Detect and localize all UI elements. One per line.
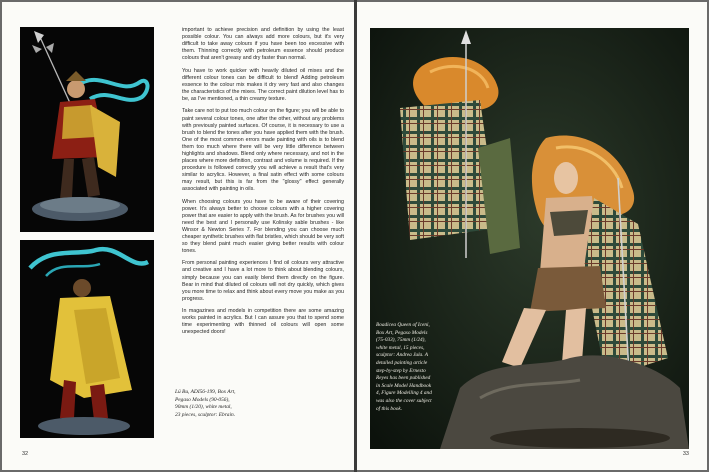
article-paragraph: Take care not to put too much colour on the figure; you will be able to paint several colour tones, one after the other, without any problems with previously painted surfaces. Of course, it is necessary to use a brush to blend the tones after you have applied them with the brush. One of the most common errors made painting with oils is to blend them too much where there will be very little difference between highlights and shadows. Blend only where necessary, and not in the places where more definition, contrast and volume is required. If the procedure is followed correctly you will achieve a result that's very similar to acrylics. However, a final satin effect with some colours may result, but this is far from the "glossy" effect generally associated with painting in oils. — [182, 108, 344, 192]
caption-line: step-by-step by Ernesto — [376, 367, 426, 374]
caption-line: white metal, 15 pieces, — [376, 344, 425, 351]
caption-line: detailed painting article — [376, 359, 428, 366]
caption-line: Reyes has been published — [376, 375, 431, 382]
article-paragraph: important to achieve precision and definition by using the least possible colour. You can always add more colours, but it's very difficult to take away colours if you have been too excessive with them. Thinning correctly with petroleum essence should produce colours that aren't greasy and dry faster than normal. — [182, 27, 344, 62]
caption-line: (75-033), 75mm (1/24), — [376, 337, 426, 344]
caption-line: 4, Figure Modelling 4 and — [376, 390, 432, 397]
article-paragraph: In magazines and models in competition there are some amazing works painted in acrylics. But I can assure you that to spend some time experimenting with thinned oil colours will open some unexpected doors! — [182, 308, 344, 336]
article-paragraph: When choosing colours you have to be aware of their covering power. It's always better to choose colours with a higher covering power that are easier to apply with the brush. As for brushes you will need the best and I personally use Kolinsky sable brushes - like Winsor & Newton Series 7. For blending you can choose much cheaper synthetic brushes with flat bristles, which should be very soft so they blend paint much easier giving better results with colour tones. — [182, 198, 344, 254]
caption-line: Boadicea Queen of Iceni, — [376, 322, 430, 328]
warrior-front-image — [20, 27, 154, 232]
warrior-front-photo — [20, 27, 154, 232]
caption-line: was also the cover subject — [376, 397, 432, 404]
article-paragraph: From personal painting experiences I find oil colours very attractive and creative and I have a lot more to think about blending colours, simply because you can easily blend them directly on the figure. Bear in mind that diluted oil colours will not dry quickly, which gives you more time to relax and think about every move you make as you progress. — [182, 260, 344, 302]
caption-line: Pegaso Models (90-056), — [175, 396, 230, 403]
caption-line: Lü Bu, ADI56-199, Box Art, — [175, 389, 236, 395]
caption-line: sculptor: Andrea Jula. A — [376, 352, 428, 359]
article-body — [182, 27, 344, 342]
left-photo-caption — [175, 389, 265, 419]
page-number-right: 33 — [682, 451, 689, 457]
caption-line: 90mm (1/20), white metal, — [175, 404, 232, 411]
left-page — [2, 2, 354, 470]
warrior-back-photo — [20, 240, 154, 438]
page-number-left: 32 — [22, 451, 29, 457]
caption-line: 23 pieces, sculptor: Ebrain. — [175, 411, 236, 418]
warrior-back-image — [20, 240, 154, 438]
caption-line: of this book. — [376, 405, 403, 412]
article-paragraph: You have to work quicker with heavily diluted oil mixes and the different colour tones can be difficult to blend! Adding petroleum essence to the colour mix makes it dry very fast and also changes the characteristics of the mixes. The correct paint dilution level has to be, as I've mentioned, a thin creamy texture. — [182, 67, 344, 102]
right-photo-caption — [376, 322, 451, 413]
right-page — [357, 2, 707, 470]
caption-line: Box Art, Pegaso Models — [376, 329, 428, 336]
caption-line: in Scale Model Handbook — [376, 382, 432, 389]
